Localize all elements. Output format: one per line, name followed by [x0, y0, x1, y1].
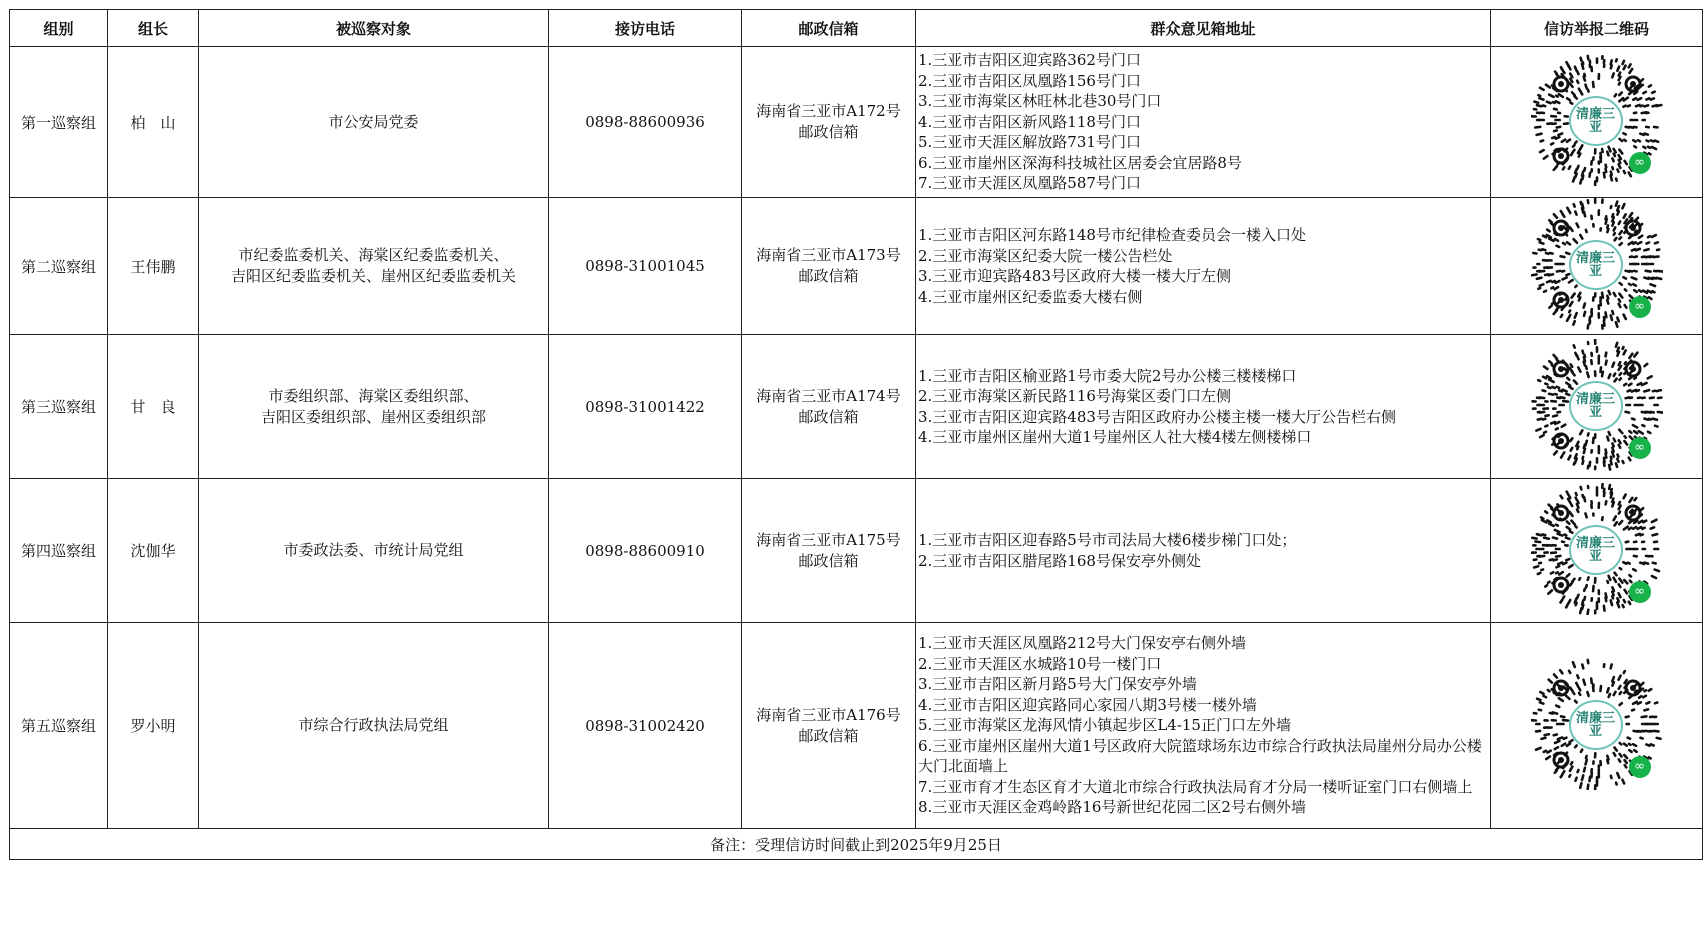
phone-cell: 0898-31001045 [549, 198, 742, 335]
qinglian-sanya-logo-icon [1569, 240, 1623, 290]
address-line: 2.三亚市海棠区纪委大院一楼公告栏处 [918, 246, 1173, 265]
suggestion-box-address-cell [916, 198, 1491, 335]
qr-code-cell [1491, 335, 1703, 479]
inspected-unit-line: 市公安局党委 [328, 112, 419, 131]
table-row [10, 623, 1703, 829]
header-mailbox: 邮政信箱 [742, 10, 916, 47]
inspected-unit-line: 市委组织部、海棠区委组织部、 [268, 386, 479, 405]
table-row [10, 335, 1703, 479]
mailbox-cell [742, 47, 916, 198]
mailbox-line: 海南省三亚市A173号 [756, 246, 901, 264]
group-cell: 第一巡察组 [10, 47, 108, 198]
address-line: 8.三亚市天涯区金鸡岭路16号新世纪花园二区2号右侧外墙 [918, 798, 1306, 817]
address-line: 1.三亚市吉阳区河东路148号市纪律检查委员会一楼入口处 [918, 226, 1306, 244]
suggestion-box-address-cell [916, 623, 1491, 829]
qr-code-cell [1491, 47, 1703, 198]
address-line: 4.三亚市崖州区纪委监委大楼右侧 [918, 287, 1143, 306]
address-line: 2.三亚市吉阳区凤凰路156号门口 [918, 71, 1141, 90]
group-cell: 第三巡察组 [10, 335, 108, 479]
address-line: 3.三亚市迎宾路483号区政府大楼一楼大厅左侧 [918, 267, 1231, 285]
group-cell: 第二巡察组 [10, 198, 108, 335]
mailbox-line: 邮政信箱 [798, 551, 859, 570]
qinglian-sanya-logo-icon [1569, 525, 1623, 575]
phone-cell: 0898-31002420 [549, 623, 742, 829]
suggestion-box-address-cell [916, 479, 1491, 623]
address-line: 4.三亚市崖州区崖州大道1号崖州区人社大楼4楼左侧楼梯口 [918, 428, 1312, 446]
qinglian-sanya-logo-icon [1569, 96, 1623, 146]
table-row [10, 198, 1703, 335]
phone-cell: 0898-88600910 [549, 479, 742, 623]
note-text: 备注：受理信访时间截止到2025年9月25日 [10, 829, 1703, 860]
inspection-table-sheet [9, 9, 1702, 860]
mailbox-line: 海南省三亚市A172号 [756, 102, 901, 120]
header-inspected-unit: 被巡察对象 [199, 10, 549, 47]
mailbox-line: 邮政信箱 [798, 123, 859, 141]
leader-cell: 柏 山 [108, 47, 199, 198]
address-line: 3.三亚市海棠区林旺林北巷30号门口 [918, 92, 1162, 111]
address-line: 7.三亚市天涯区凤凰路587号门口 [918, 174, 1141, 193]
logo-text: 清廉三亚 [1575, 107, 1615, 135]
address-line: 7.三亚市育才生态区育才大道北市综合行政执法局育才分局一楼听证室门口右侧墙上 [918, 777, 1473, 796]
wechat-miniprogram-qr-icon[interactable] [1531, 339, 1663, 471]
leader-cell: 甘 良 [108, 335, 199, 479]
mailbox-cell [742, 198, 916, 335]
inspected-unit-line: 吉阳区纪委监委机关、崖州区纪委监委机关 [230, 267, 516, 285]
wechat-miniprogram-icon: ∞ [1629, 437, 1651, 459]
mailbox-cell [742, 335, 916, 479]
inspected-unit-cell [199, 623, 549, 829]
table-row [10, 47, 1703, 198]
inspection-table [9, 9, 1703, 860]
mailbox-line: 海南省三亚市A176号 [756, 705, 901, 724]
inspected-unit-line: 市综合行政执法局党组 [298, 716, 449, 734]
header-group: 组别 [10, 10, 108, 47]
leader-cell: 沈伽华 [108, 479, 199, 623]
header-leader: 组长 [108, 10, 199, 47]
group-cell: 第五巡察组 [10, 623, 108, 829]
wechat-miniprogram-icon: ∞ [1629, 581, 1651, 603]
wechat-miniprogram-qr-icon[interactable] [1531, 198, 1663, 330]
leader-cell: 王伟鹏 [108, 198, 199, 335]
qinglian-sanya-logo-icon [1569, 700, 1623, 750]
mailbox-line: 邮政信箱 [798, 267, 859, 285]
address-line: 1.三亚市吉阳区迎春路5号市司法局大楼6楼步梯门口处； [918, 531, 1297, 549]
phone-cell: 0898-31001422 [549, 335, 742, 479]
address-line: 6.三亚市崖州区深海科技城社区居委会宜居路8号 [918, 153, 1242, 172]
inspected-unit-line: 吉阳区委组织部、崖州区委组织部 [260, 407, 486, 426]
qr-code-cell [1491, 479, 1703, 623]
mailbox-cell [742, 623, 916, 829]
logo-text: 清廉三亚 [1575, 251, 1615, 279]
header-qr-code: 信访举报二维码 [1491, 10, 1703, 47]
inspected-unit-line: 市纪委监委机关、海棠区纪委监委机关、 [238, 246, 509, 264]
qr-code-cell [1491, 623, 1703, 829]
table-header-row [10, 10, 1703, 47]
inspected-unit-cell [199, 479, 549, 623]
qr-code-cell [1491, 198, 1703, 335]
address-line: 2.三亚市天涯区水城路10号一楼门口 [918, 654, 1162, 673]
address-line: 5.三亚市海棠区龙海风情小镇起步区L4-15正门口左外墙 [918, 716, 1291, 735]
note-row [10, 829, 1703, 860]
logo-text: 清廉三亚 [1575, 535, 1615, 564]
mailbox-line: 海南省三亚市A174号 [756, 386, 901, 405]
mailbox-line: 邮政信箱 [798, 407, 859, 426]
address-line: 1.三亚市吉阳区迎宾路362号门口 [918, 51, 1141, 70]
suggestion-box-address-cell [916, 335, 1491, 479]
leader-cell: 罗小明 [108, 623, 199, 829]
suggestion-box-address-cell [916, 47, 1491, 198]
mailbox-line: 邮政信箱 [798, 726, 859, 745]
wechat-miniprogram-icon: ∞ [1629, 296, 1651, 318]
table-row [10, 479, 1703, 623]
phone-cell: 0898-88600936 [549, 47, 742, 198]
inspected-unit-line: 市委政法委、市统计局党组 [283, 541, 464, 559]
inspected-unit-cell [199, 47, 549, 198]
address-line: 2.三亚市吉阳区腊尾路168号保安亭外侧处 [918, 551, 1201, 570]
address-line: 4.三亚市吉阳区迎宾路同心家园八期3号楼一楼外墙 [918, 695, 1257, 714]
address-line: 1.三亚市天涯区凤凰路212号大门保安亭右侧外墙 [918, 634, 1246, 653]
wechat-miniprogram-icon: ∞ [1629, 152, 1651, 174]
address-line: 3.三亚市吉阳区迎宾路483号吉阳区政府办公楼主楼一楼大厅公告栏右侧 [918, 407, 1396, 426]
address-line: 3.三亚市吉阳区新月路5号大门保安亭外墙 [918, 675, 1197, 694]
mailbox-cell [742, 479, 916, 623]
qinglian-sanya-logo-icon [1569, 381, 1623, 431]
mailbox-line: 海南省三亚市A175号 [756, 530, 901, 549]
logo-text: 清廉三亚 [1575, 391, 1615, 420]
inspected-unit-cell [199, 335, 549, 479]
wechat-miniprogram-qr-icon[interactable] [1531, 483, 1663, 615]
header-phone: 接访电话 [549, 10, 742, 47]
group-cell: 第四巡察组 [10, 479, 108, 623]
wechat-miniprogram-qr-icon[interactable] [1531, 54, 1663, 186]
address-line: 5.三亚市天涯区解放路731号门口 [918, 133, 1141, 152]
inspected-unit-cell [199, 198, 549, 335]
address-line: 4.三亚市吉阳区新风路118号门口 [918, 112, 1141, 131]
header-suggestion-box-address: 群众意见箱地址 [916, 10, 1491, 47]
address-line: 2.三亚市海棠区新民路116号海棠区委门口左侧 [918, 387, 1231, 405]
wechat-miniprogram-icon: ∞ [1629, 756, 1651, 778]
logo-text: 清廉三亚 [1575, 710, 1615, 739]
address-line: 1.三亚市吉阳区榆亚路1号市委大院2号办公楼三楼楼梯口 [918, 366, 1297, 385]
wechat-miniprogram-qr-icon[interactable] [1531, 658, 1663, 790]
address-line: 6.三亚市崖州区崖州大道1号区政府大院篮球场东边市综合行政执法局崖州分局办公楼大门北面墙上 [918, 736, 1482, 776]
